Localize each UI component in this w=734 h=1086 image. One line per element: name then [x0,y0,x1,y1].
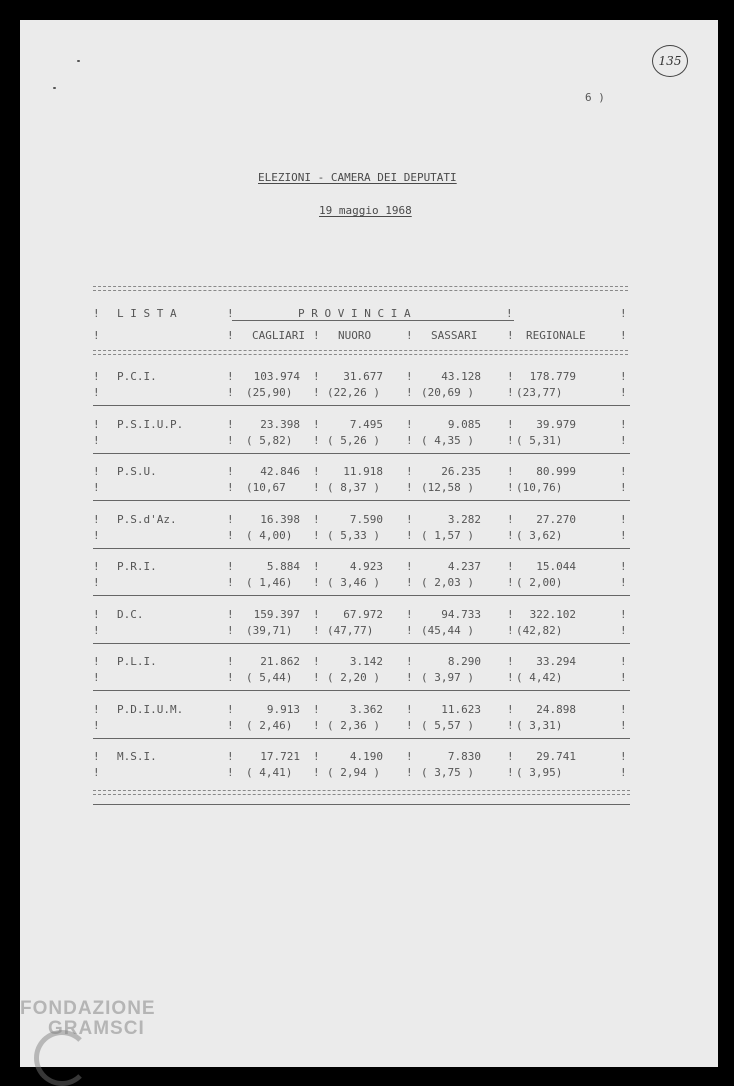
votes-regionale: 29.741 [536,750,576,763]
bang-mark: ! [620,607,627,621]
percent-sassari: ( 2,03 ) [421,576,474,589]
votes-nuoro: 7.590 [349,512,383,526]
votes-sassari: 9.085 [447,417,481,431]
bang-mark: ! [406,481,413,494]
header-sassari: SASSARI [431,329,478,342]
bang-mark: ! [620,655,627,668]
bang-mark: ! [227,528,234,542]
percent-nuoro: (47,77) [327,623,374,637]
watermark-logo [34,1030,90,1086]
votes-nuoro: 3.142 [349,655,383,668]
bang-mark: ! [507,370,514,383]
percent-cagliari: (10,67 [246,481,286,494]
bang-mark: ! [313,718,320,732]
bang-mark: ! [620,465,627,478]
bang-mark: ! [313,528,320,542]
bang-mark: ! [406,417,413,431]
bang-mark: ! [93,576,100,589]
votes-regionale: 178.779 [529,370,576,383]
bang-mark: ! [227,370,234,383]
bang-mark: ! [313,655,320,668]
votes-nuoro: 4.923 [349,560,383,573]
bang-mark: ! [227,750,234,763]
percent-cagliari: ( 2,46) [246,718,293,732]
watermark-line2: GRAMSCI [48,1018,145,1039]
bang-mark: ! [507,512,514,526]
bang-mark: ! [93,623,100,637]
bang-mark: ! [507,481,514,494]
bang-mark: ! [313,465,320,478]
row-separator [93,405,630,406]
percent-sassari: ( 3,97 ) [421,671,474,684]
bang-mark: ! [620,576,627,589]
paper-speck [77,60,80,62]
percent-nuoro: ( 5,26 ) [327,433,380,447]
votes-regionale: 80.999 [536,465,576,478]
provincia-underline [232,320,514,321]
percent-nuoro: ( 5,33 ) [327,528,380,542]
party-name: P.R.I. [117,560,157,573]
bang-mark: ! [406,576,413,589]
bang-mark: ! [93,702,100,716]
votes-sassari: 11.623 [441,702,481,716]
bang-mark: ! [93,481,100,494]
bang-mark: ! [93,607,100,621]
votes-regionale: 27.270 [536,512,576,526]
bang-mark: ! [507,750,514,763]
bang-mark: ! [93,512,100,526]
votes-cagliari: 103.974 [253,370,300,383]
watermark-line1: FONDAZIONE [20,998,156,1019]
party-name: P.L.I. [117,655,157,668]
bang-mark: ! [406,528,413,542]
bang-mark: ! [93,370,100,383]
row-separator [93,643,630,644]
votes-nuoro: 31.677 [343,370,383,383]
percent-regionale: ( 2,00) [516,576,563,589]
bang-mark: ! [93,766,100,779]
bang-mark: ! [227,433,234,447]
bang-mark: ! [507,386,514,399]
bang-mark: ! [620,718,627,732]
votes-sassari: 94.733 [441,607,481,621]
bang-mark: ! [313,433,320,447]
bang-mark: ! [227,481,234,494]
bang-mark: ! [227,718,234,732]
bang-mark: ! [620,623,627,637]
page-number-stamp: 135 [652,45,688,77]
percent-regionale: (10,76) [516,481,563,494]
party-name: P.S.d'Az. [117,512,177,526]
percent-sassari: ( 5,57 ) [421,718,474,732]
percent-regionale: ( 3,62) [516,528,563,542]
percent-nuoro: ( 2,36 ) [327,718,380,732]
row-separator [93,738,630,739]
bang-mark: ! [507,655,514,668]
bang-mark: ! [406,671,413,684]
bang-mark: ! [406,750,413,763]
percent-regionale: (42,82) [516,623,563,637]
bang-mark: ! [507,329,514,342]
bang-mark: ! [507,576,514,589]
percent-sassari: ( 4,35 ) [421,433,474,447]
bang-mark: ! [620,417,627,431]
bang-mark: ! [227,766,234,779]
votes-regionale: 15.044 [536,560,576,573]
bang-mark: ! [507,560,514,573]
bang-mark: ! [93,671,100,684]
bang-mark: ! [313,607,320,621]
bang-mark: ! [620,307,627,320]
bang-mark: ! [313,481,320,494]
header-provincia: P R O V I N C I A [298,307,411,320]
party-name: P.C.I. [117,370,157,383]
party-name: P.S.U. [117,465,157,478]
bang-mark: ! [227,386,234,399]
bang-mark: ! [93,386,100,399]
bang-mark: ! [93,718,100,732]
bang-mark: ! [507,766,514,779]
party-name: M.S.I. [117,750,157,763]
votes-cagliari: 16.398 [260,512,300,526]
document-date: 19 maggio 1968 [319,204,412,217]
votes-regionale: 24.898 [536,702,576,716]
percent-regionale: ( 3,31) [516,718,563,732]
bang-mark: ! [406,329,413,342]
votes-nuoro: 4.190 [349,750,383,763]
bang-mark: ! [227,655,234,668]
votes-regionale: 33.294 [536,655,576,668]
bang-mark: ! [620,329,627,342]
document-page [20,20,718,1067]
bang-mark: ! [227,576,234,589]
votes-cagliari: 21.862 [260,655,300,668]
bang-mark: ! [507,607,514,621]
row-separator [93,595,630,596]
bang-mark: ! [227,329,234,342]
table-top-rule [93,286,628,291]
votes-regionale: 39.979 [536,417,576,431]
bang-mark: ! [227,671,234,684]
bang-mark: ! [507,718,514,732]
votes-regionale: 322.102 [529,607,576,621]
bang-mark: ! [507,623,514,637]
bang-mark: ! [620,671,627,684]
table-bottom-rule [93,790,630,795]
bang-mark: ! [507,417,514,431]
bang-mark: ! [313,671,320,684]
bang-mark: ! [620,560,627,573]
party-name: D.C. [117,607,144,621]
percent-nuoro: ( 2,20 ) [327,671,380,684]
paper-speck [53,87,56,89]
bang-mark: ! [313,386,320,399]
percent-cagliari: ( 5,44) [246,671,293,684]
row-separator [93,453,630,454]
votes-cagliari: 9.913 [266,702,300,716]
bang-mark: ! [93,655,100,668]
bang-mark: ! [620,528,627,542]
bang-mark: ! [620,370,627,383]
header-cagliari: CAGLIARI [252,329,305,342]
bang-mark: ! [507,702,514,716]
document-title: ELEZIONI - CAMERA DEI DEPUTATI [258,171,457,184]
bang-mark: ! [313,766,320,779]
votes-sassari: 8.290 [447,655,481,668]
bang-mark: ! [507,433,514,447]
header-nuoro: NUORO [338,329,372,342]
bang-mark: ! [406,718,413,732]
votes-nuoro: 3.362 [349,702,383,716]
bang-mark: ! [620,386,627,399]
percent-regionale: ( 4,42) [516,671,563,684]
bang-mark: ! [313,329,320,342]
percent-nuoro: ( 8,37 ) [327,481,380,494]
bang-mark: ! [406,655,413,668]
percent-regionale: (23,77) [516,386,563,399]
bang-mark: ! [93,750,100,763]
bang-mark: ! [620,702,627,716]
votes-cagliari: 42.846 [260,465,300,478]
votes-nuoro: 67.972 [343,607,383,621]
bang-mark: ! [406,560,413,573]
bang-mark: ! [313,750,320,763]
bang-mark: ! [313,417,320,431]
votes-sassari: 4.237 [447,560,481,573]
bang-mark: ! [506,307,513,320]
percent-regionale: ( 3,95) [516,766,563,779]
percent-cagliari: ( 4,41) [246,766,293,779]
percent-sassari: (45,44 ) [421,623,474,637]
bang-mark: ! [227,417,234,431]
bang-mark: ! [313,702,320,716]
bang-mark: ! [406,512,413,526]
bang-mark: ! [406,433,413,447]
bang-mark: ! [313,576,320,589]
votes-sassari: 26.235 [441,465,481,478]
row-separator [93,690,630,691]
bang-mark: ! [313,560,320,573]
bang-mark: ! [406,766,413,779]
bang-mark: ! [406,607,413,621]
bang-mark: ! [313,370,320,383]
bang-mark: ! [313,623,320,637]
percent-regionale: ( 5,31) [516,433,563,447]
bang-mark: ! [227,512,234,526]
votes-cagliari: 17.721 [260,750,300,763]
percent-cagliari: ( 4,00) [246,528,293,542]
header-rule [93,350,628,355]
header-regionale: REGIONALE [526,329,586,342]
bang-mark: ! [406,465,413,478]
bang-mark: ! [93,560,100,573]
votes-sassari: 7.830 [447,750,481,763]
row-separator [93,500,630,501]
row-separator [93,548,630,549]
bang-mark: ! [227,607,234,621]
bang-mark: ! [620,481,627,494]
percent-sassari: (20,69 ) [421,386,474,399]
table-end-rule [93,804,630,805]
votes-cagliari: 159.397 [253,607,300,621]
bang-mark: ! [93,528,100,542]
bang-mark: ! [227,307,234,320]
percent-sassari: ( 3,75 ) [421,766,474,779]
bang-mark: ! [406,623,413,637]
party-name: P.S.I.U.P. [117,417,184,431]
bang-mark: ! [93,329,100,342]
bang-mark: ! [507,671,514,684]
votes-nuoro: 11.918 [343,465,383,478]
bang-mark: ! [507,528,514,542]
bang-mark: ! [406,702,413,716]
bang-mark: ! [93,433,100,447]
bang-mark: ! [620,750,627,763]
bang-mark: ! [227,702,234,716]
bang-mark: ! [620,433,627,447]
percent-cagliari: (39,71) [246,623,293,637]
bang-mark: ! [93,307,100,320]
party-name: P.D.I.U.M. [117,702,184,716]
percent-nuoro: (22,26 ) [327,386,380,399]
percent-cagliari: ( 5,82) [246,433,293,447]
bang-mark: ! [620,766,627,779]
votes-sassari: 3.282 [447,512,481,526]
bang-mark: ! [227,465,234,478]
bang-mark: ! [93,417,100,431]
bang-mark: ! [227,623,234,637]
percent-sassari: (12,58 ) [421,481,474,494]
percent-cagliari: (25,90) [246,386,293,399]
votes-sassari: 43.128 [441,370,481,383]
bang-mark: ! [507,465,514,478]
percent-sassari: ( 1,57 ) [421,528,474,542]
bang-mark: ! [227,560,234,573]
percent-nuoro: ( 3,46 ) [327,576,380,589]
section-number: 6 ) [585,91,605,104]
percent-cagliari: ( 1,46) [246,576,293,589]
votes-cagliari: 5.884 [266,560,300,573]
votes-cagliari: 23.398 [260,417,300,431]
bang-mark: ! [620,512,627,526]
bang-mark: ! [313,512,320,526]
header-lista: L I S T A [117,307,177,320]
percent-nuoro: ( 2,94 ) [327,766,380,779]
bang-mark: ! [406,386,413,399]
bang-mark: ! [406,370,413,383]
votes-nuoro: 7.495 [349,417,383,431]
bang-mark: ! [93,465,100,478]
